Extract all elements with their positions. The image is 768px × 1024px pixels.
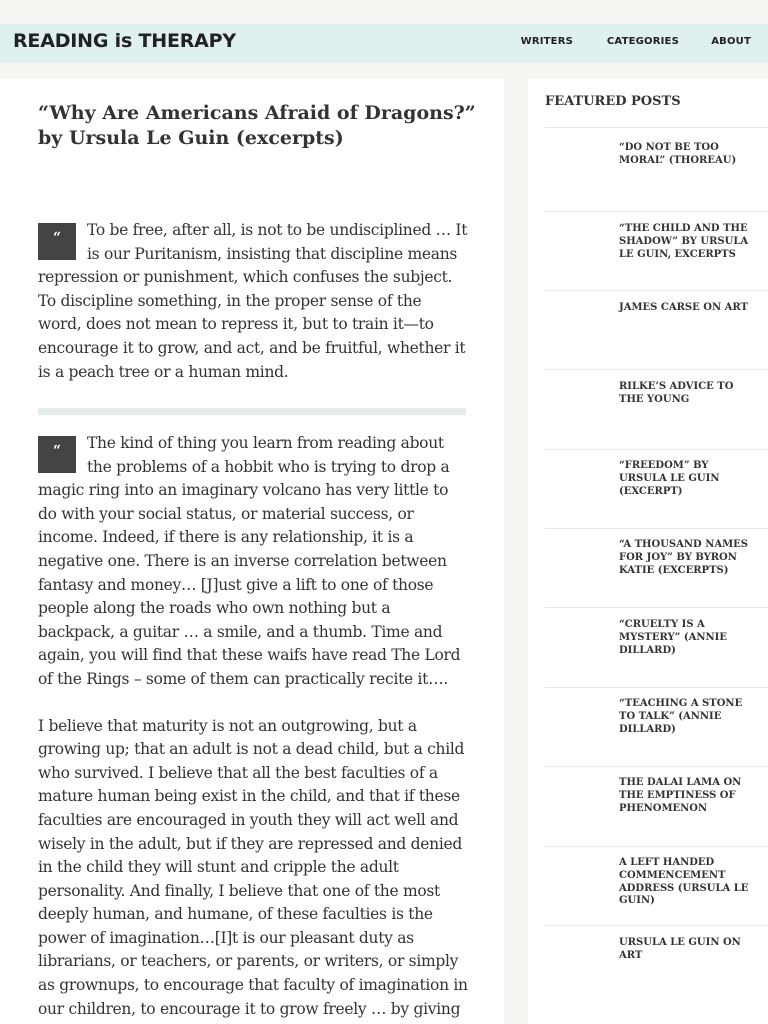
featured-post-link[interactable]: URSULA LE GUIN ON ART: [619, 937, 741, 961]
post-title: “Why Are Americans Afraid of Dragons?” by Ursula Le Guin (excerpts): [38, 102, 476, 149]
divider: [38, 408, 466, 415]
featured-post-link[interactable]: “THE CHILD AND THE SHADOW” BY URSULA LE GUIN, EXCERPTS: [619, 223, 749, 260]
featured-posts-heading: FEATURED POSTS: [545, 94, 681, 109]
sidebar: [528, 79, 768, 1024]
featured-post-link[interactable]: “A THOUSAND NAMES FOR JOY” BY BYRON KATIE (EXCERPTS): [619, 539, 749, 576]
blockquote-1: [38, 219, 468, 384]
nav-about[interactable]: ABOUT: [711, 36, 751, 47]
featured-post-link[interactable]: “FREEDOM” BY URSULA LE GUIN (EXCERPT): [619, 460, 720, 497]
main-content: [0, 79, 504, 1024]
quote-text-3: I believe that maturity is not an outgrowing, but a growing up; that an adult is not a dead child, but a child who survived. I believe that all the best faculties of a mature human being exist in the child, and that if these faculties are encouraged in youth they will act well and wisely in the adult, but if they are repressed and denied in the child they will stunt and cripple the adult personality. And finally, I believe that one of the most deeply human, and humane, of these faculties is the power of imagination…[I]t is our pleasant duty as librarians, or teachers, or parents, or writers, or simply as grownups, to encourage that faculty of imagination in our children, to encourage it to grow freely … by giving: [38, 716, 468, 1018]
featured-post-link[interactable]: “CRUELTY IS A MYSTERY” (ANNIE DILLARD): [619, 619, 727, 656]
quote-icon: “: [38, 223, 76, 260]
nav-writers[interactable]: WRITERS: [520, 36, 573, 47]
blockquote-2: [38, 432, 468, 1021]
featured-post-link[interactable]: JAMES CARSE ON ART: [619, 302, 748, 313]
site-header: [0, 24, 768, 63]
featured-post-link[interactable]: A LEFT HANDED COMMENCEMENT ADDRESS (URSULA LE GUIN): [619, 857, 749, 907]
featured-post-link[interactable]: “TEACHING A STONE TO TALK” (ANNIE DILLARD): [619, 698, 743, 735]
nav-categories[interactable]: CATEGORIES: [606, 36, 679, 47]
featured-post-link[interactable]: “DO NOT BE TOO MORAL” (THOREAU): [619, 142, 737, 166]
quote-text-2: The kind of thing you learn from reading about the problems of a hobbit who is trying to drop a magic ring into an imaginary volcano has very little to do with your social status, or material success, or income. Indeed, if there is any relationship, it is a negative one. There is an inverse correlation between fantasy and money… [J]ust give a lift to one of those people along the roads who own nothing but a backpack, a guitar … a smile, and a thumb. Time and again, you will find that these waifs have read The Lord of the Rings – some of them can practically recite it….: [38, 434, 461, 688]
featured-post-link[interactable]: THE DALAI LAMA ON THE EMPTINESS OF PHENOMENON: [619, 777, 742, 814]
quote-icon: “: [38, 436, 76, 473]
site-title[interactable]: READING is THERAPY: [13, 30, 236, 52]
featured-post-link[interactable]: RILKE’S ADVICE TO THE YOUNG: [619, 381, 734, 405]
quote-text-1: To be free, after all, is not to be undisciplined … It is our Puritanism, insisting that discipline means repression or punishment, which confuses the subject. To discipline something, in the proper sense of the word, does not mean to repress it, but to train it—to encourage it to grow, and act, and be fruitful, whether it is a peach tree or a human mind.: [38, 221, 468, 381]
